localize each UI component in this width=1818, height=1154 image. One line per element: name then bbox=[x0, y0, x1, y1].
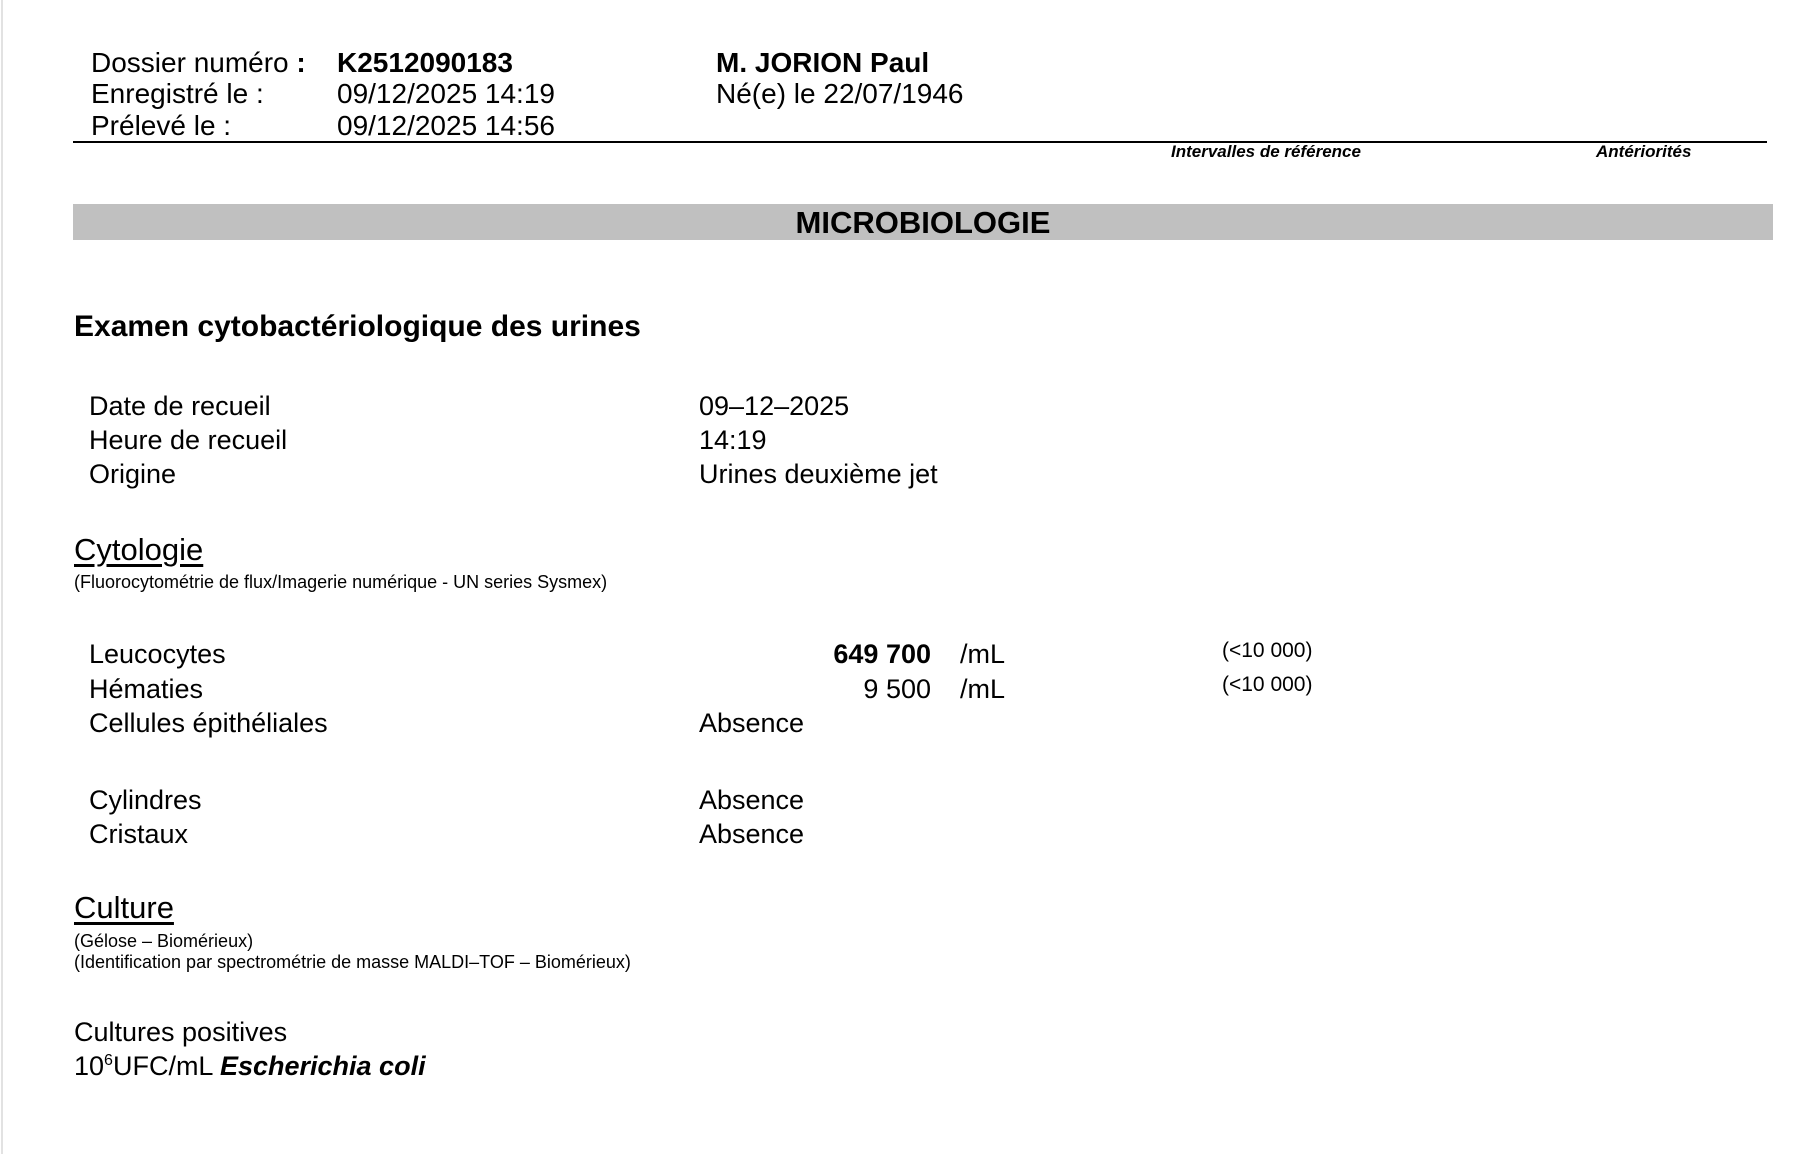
culture-method-maldi: (Identification par spectrométrie de masse MALDI–TOF – Biomérieux) bbox=[74, 952, 631, 972]
epithelial-cells-label: Cellules épithéliales bbox=[89, 708, 328, 738]
cristaux-label: Cristaux bbox=[89, 819, 189, 849]
leucocytes-value: 649 700 bbox=[833, 639, 931, 669]
column-anteriorites: Antériorités bbox=[1596, 142, 1692, 161]
epithelial-cells-value: Absence bbox=[699, 708, 805, 738]
dossier-label-text: Dossier numéro bbox=[91, 47, 289, 78]
origin-value: Urines deuxième jet bbox=[699, 459, 938, 489]
culture-count-unit: UFC/mL bbox=[112, 1051, 213, 1081]
sampled-date: 09/12/2025 14:56 bbox=[337, 110, 555, 141]
cylindres-label: Cylindres bbox=[89, 785, 202, 815]
header-divider bbox=[73, 141, 1767, 143]
exam-title: Examen cytobactériologique des urines bbox=[74, 310, 641, 343]
cylindres-value: Absence bbox=[699, 785, 805, 815]
hematies-label: Hématies bbox=[89, 674, 204, 704]
hematies-reference: (<10 000) bbox=[1222, 673, 1313, 696]
column-reference-intervals: Intervalles de référence bbox=[1171, 142, 1361, 161]
sampled-label: Prélevé le : bbox=[91, 110, 232, 141]
section-title: MICROBIOLOGIE bbox=[795, 205, 1051, 240]
collection-time-value: 14:19 bbox=[699, 425, 767, 455]
collection-date-label: Date de recueil bbox=[89, 391, 271, 421]
culture-method-gelose: (Gélose – Biomérieux) bbox=[74, 931, 254, 951]
section-band bbox=[73, 204, 1773, 240]
hematies-unit: /mL bbox=[960, 674, 1006, 704]
page-edge bbox=[1, 0, 3, 1154]
patient-birth: Né(e) le 22/07/1946 bbox=[716, 78, 964, 109]
dossier-number: K2512090183 bbox=[337, 47, 513, 78]
leucocytes-label: Leucocytes bbox=[89, 639, 226, 669]
cristaux-value: Absence bbox=[699, 819, 805, 849]
collection-time-label: Heure de recueil bbox=[89, 425, 288, 455]
registered-label: Enregistré le : bbox=[91, 78, 264, 109]
registered-date: 09/12/2025 14:19 bbox=[337, 78, 555, 109]
culture-result bbox=[74, 1050, 426, 1082]
dossier-label bbox=[91, 47, 306, 79]
patient-name: M. JORION Paul bbox=[716, 47, 930, 78]
culture-count-base: 10 bbox=[74, 1051, 105, 1081]
leucocytes-reference: (<10 000) bbox=[1222, 639, 1313, 662]
cytologie-method: (Fluorocytométrie de flux/Imagerie numérique - UN series Sysmex) bbox=[74, 572, 608, 592]
hematies-value: 9 500 bbox=[863, 674, 931, 704]
culture-count-exponent: 6 bbox=[104, 1052, 113, 1069]
culture-organism: Escherichia coli bbox=[219, 1051, 426, 1081]
culture-heading: Culture bbox=[74, 890, 174, 925]
leucocytes-unit: /mL bbox=[960, 639, 1006, 669]
cytologie-heading: Cytologie bbox=[74, 532, 204, 567]
positive-cultures-label: Cultures positives bbox=[74, 1017, 288, 1047]
origin-label: Origine bbox=[89, 459, 177, 489]
dossier-colon: : bbox=[296, 47, 306, 78]
collection-date-value: 09–12–2025 bbox=[699, 391, 850, 421]
